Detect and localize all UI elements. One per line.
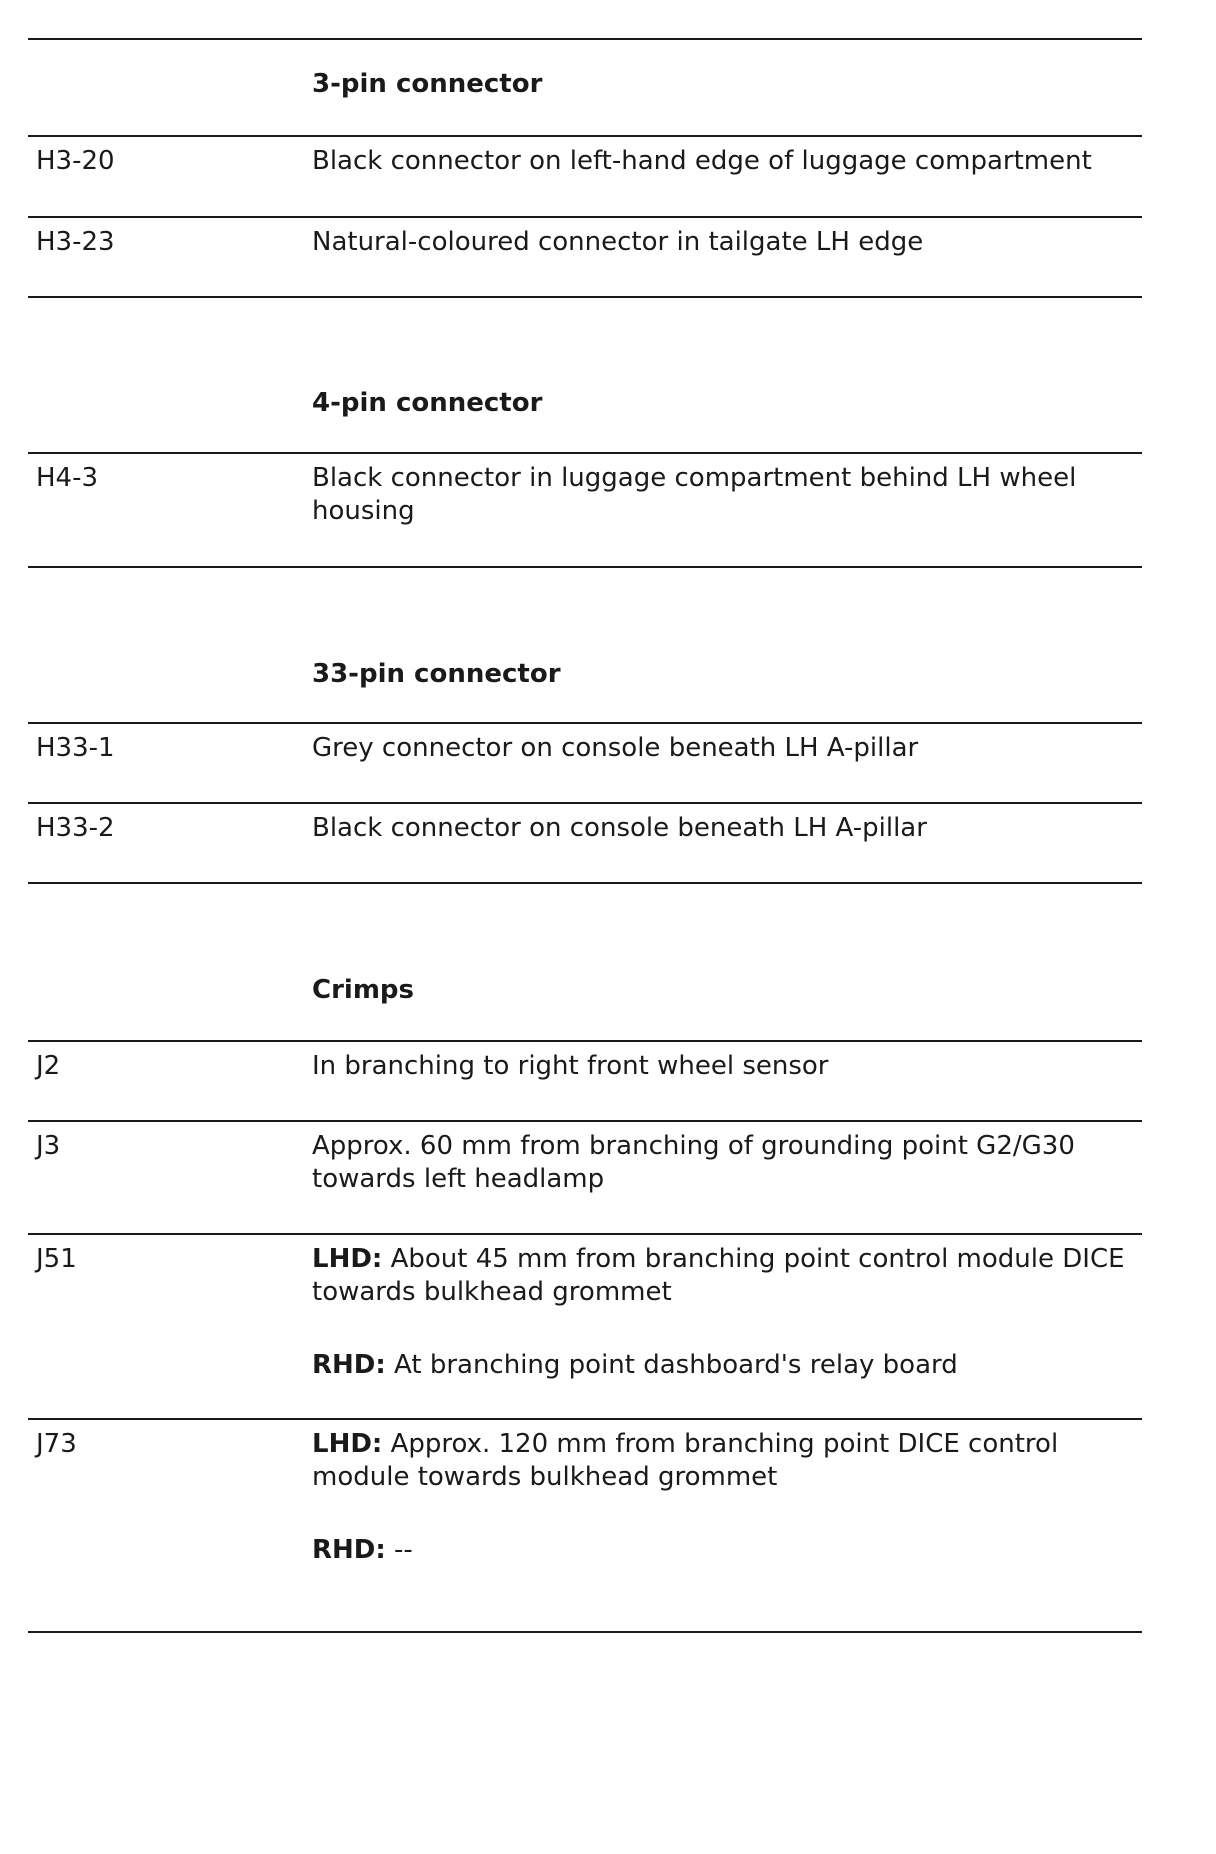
rhd-text: At branching point dashboard's relay board	[385, 1350, 958, 1380]
rhd-note	[312, 1534, 1128, 1567]
crimp-id: J51	[36, 1244, 77, 1274]
rhd-label: RHD:	[312, 1350, 386, 1380]
location-description: In branching to right front wheel sensor	[312, 1051, 829, 1081]
table-row	[28, 1420, 1142, 1631]
section-heading: 3-pin connector	[312, 69, 543, 99]
rhd-note	[312, 1349, 1128, 1382]
connector-table	[28, 38, 1142, 1633]
location-description: Grey connector on console beneath LH A-pillar	[312, 733, 919, 763]
lhd-label: LHD:	[312, 1429, 383, 1459]
location-description: Black connector in luggage compartment behind LH wheel housing	[312, 463, 1077, 526]
section-heading-row	[28, 40, 1142, 135]
section-heading: Crimps	[312, 975, 414, 1005]
table-row	[28, 724, 1142, 802]
lhd-text: About 45 mm from branching point control module DICE towards bulkhead grommet	[312, 1244, 1125, 1307]
location-description	[312, 1428, 1142, 1567]
table-row	[28, 137, 1142, 216]
crimp-id: J73	[36, 1429, 77, 1459]
location-description: Approx. 60 mm from branching of grounding point G2/G30 towards left headlamp	[312, 1131, 1075, 1194]
section-heading: 4-pin connector	[312, 388, 543, 418]
table-row	[28, 1122, 1142, 1233]
lhd-note	[312, 1243, 1128, 1309]
lhd-label: LHD:	[312, 1244, 383, 1274]
location-description: Black connector on console beneath LH A-pillar	[312, 813, 927, 843]
section-heading-row	[28, 884, 1142, 1040]
section-heading: 33-pin connector	[312, 659, 561, 689]
lhd-text: Approx. 120 mm from branching point DICE control module towards bulkhead grommet	[312, 1429, 1059, 1492]
connector-id: H3-20	[36, 146, 115, 176]
connector-id: H33-1	[36, 733, 115, 763]
section-heading-row	[28, 568, 1142, 722]
connector-id: H3-23	[36, 227, 115, 257]
lhd-note	[312, 1428, 1128, 1494]
table-divider	[28, 1631, 1142, 1633]
table-row	[28, 1042, 1142, 1120]
section-heading-row	[28, 298, 1142, 452]
location-description: Natural-coloured connector in tailgate LH edge	[312, 227, 924, 257]
location-description	[312, 1243, 1142, 1382]
connector-id: H33-2	[36, 813, 115, 843]
connector-id: H4-3	[36, 463, 99, 493]
rhd-text: --	[385, 1535, 413, 1565]
rhd-label: RHD:	[312, 1535, 386, 1565]
location-description: Black connector on left-hand edge of luggage compartment	[312, 146, 1092, 176]
crimp-id: J3	[36, 1131, 61, 1161]
table-row	[28, 804, 1142, 882]
table-row	[28, 1235, 1142, 1418]
table-row	[28, 218, 1142, 296]
table-row	[28, 454, 1142, 566]
crimp-id: J2	[36, 1051, 61, 1081]
